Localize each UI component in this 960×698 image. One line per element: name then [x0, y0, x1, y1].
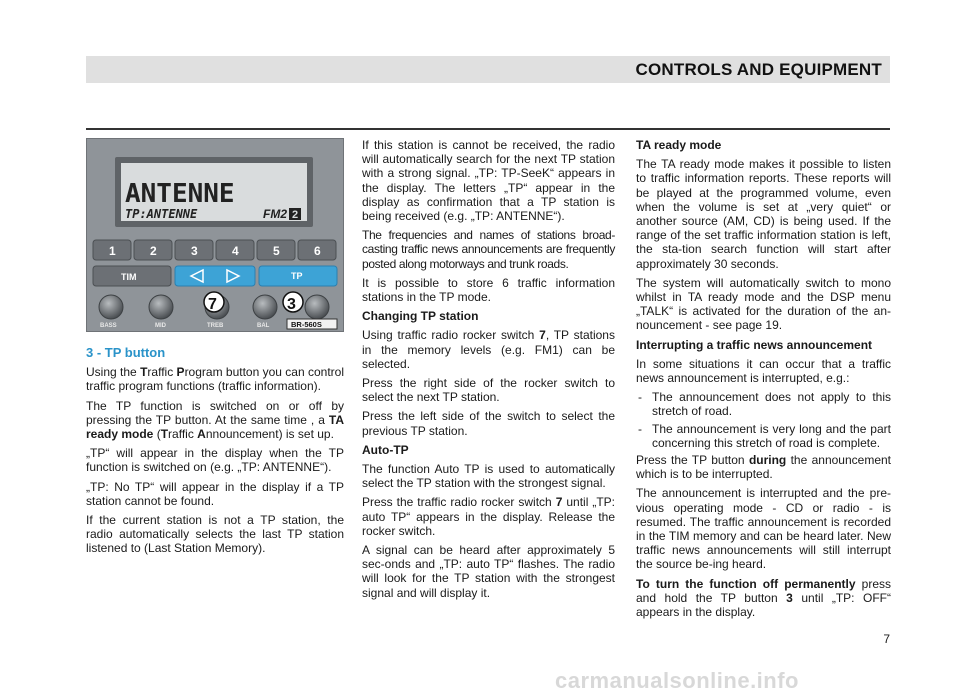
paragraph: It is possible to store 6 traffic information stations in the TP mode.: [362, 275, 615, 305]
page-title: CONTROLS AND EQUIPMENT: [635, 60, 882, 79]
paragraph: The announcement is interrupted and the pre-vious operating mode - CD or radio - is resumed. The traffic announcement is recorded in the TIM memory and can be heard later. New traffic news announcements will still interrupt the source be-ing heard.: [636, 486, 891, 572]
section-heading-tp-button: 3 - TP button: [86, 345, 166, 360]
paragraph: To turn the function off permanently press and hold the TP button 3 until „TP: OFF“ appears in the display.: [636, 576, 892, 620]
tp-label: TP: [291, 271, 303, 281]
display-line1: ANTENNE: [125, 179, 235, 209]
preset-label-1: 1: [109, 244, 116, 258]
subheading-ta-ready-mode: TA ready mode: [636, 138, 722, 152]
paragraph: Using the Traffic Program button you can control traffic program functions (traffic information).: [86, 365, 345, 394]
paragraph: Press the right side of the rocker switch to select the next TP station.: [362, 376, 615, 405]
subheading-auto-tp: Auto-TP: [362, 442, 409, 457]
paragraph: The system will automatically switch to mono whilst in TA ready mode and the DSP menu „TALK“ is activated for the duration of the an-nouncement - see page 19.: [636, 275, 891, 333]
paragraph: The TP function is switched on or off by pressing the TP button. At the same time , a TA ready mode (Traffic Announcement) is set up.: [86, 398, 344, 442]
bass-knob[interactable]: [99, 295, 123, 319]
column-2: [362, 138, 615, 605]
subheading-changing-tp-station: Changing TP station: [362, 309, 479, 324]
list-item: - The announcement is very long and the part concerning this stretch of road is complete.: [638, 421, 891, 450]
preset-label-2: 2: [150, 244, 157, 258]
list-item: - The announcement does not apply to this stretch of road.: [638, 390, 891, 419]
radio-illustration: [87, 139, 343, 331]
paragraph: The TA ready mode makes it possible to listen to traffic information reports. These reports will be played at the programmed volume, even when the volume is set at „very quiet“ or another source (AM, CD) is being used. If the range of the set traffic information station is left, the sta-tion search function will start after approximately 30 seconds.: [636, 157, 891, 271]
column-3: [636, 138, 891, 624]
paragraph: Press the left side of the switch to select the previous TP station.: [362, 409, 615, 438]
display-line2: TP:ANTENNE: [125, 207, 198, 221]
display-band: FM2: [263, 207, 287, 221]
callout-7-label: 7: [208, 296, 217, 313]
page-number: 7: [883, 632, 890, 646]
paragraph: The function Auto TP is used to automatically select the TP station with the strongest signal.: [362, 462, 615, 491]
radio-figure: [86, 138, 344, 332]
subheading-interrupting: Interrupting a traffic news announcement: [636, 337, 873, 352]
preset-label-4: 4: [232, 244, 239, 258]
column-1: [86, 346, 344, 561]
preset-label-6: 6: [314, 244, 321, 258]
watermark: carmanualsonline.info: [555, 668, 799, 693]
paragraph: „TP: No TP“ will appear in the display if a TP station cannot be found.: [86, 479, 344, 508]
mid-knob[interactable]: [149, 295, 173, 319]
header-bar: [86, 56, 890, 83]
callout-3-label: 3: [287, 296, 296, 313]
paragraph: If this station is cannot be received, the radio will automatically search for the next TP station with a strong signal. „TP: TP-SeeK“ appears in the display. The letters „TP“ appear in the display as confirmation that a TP station is being received (e.g. „TP: ANTENNE“).: [362, 138, 615, 224]
bal-knob[interactable]: [253, 295, 277, 319]
divider: [86, 128, 890, 130]
extra-knob[interactable]: [305, 295, 329, 319]
paragraph: A signal can be heard after approximately 5 sec-onds and „TP: auto TP“ flashes. The radio will look for the TP station with the strongest signal and will display it.: [362, 543, 615, 600]
paragraph: „TP“ will appear in the display when the TP function is switched on (e.g. „TP: ANTENNE“).: [86, 446, 344, 475]
paragraph: In some situations it can occur that a traffic news announcement is interrupted, e.g.:: [636, 356, 891, 386]
model-label: BR-560S: [291, 320, 322, 329]
bal-label: BAL: [257, 323, 270, 329]
bass-label: BASS: [100, 323, 117, 329]
tim-label: TIM: [121, 272, 137, 282]
tp-rocker-switch[interactable]: [175, 266, 255, 286]
treb-label: TREB: [207, 323, 224, 329]
paragraph: Press the traffic radio rocker switch 7 until „TP: auto TP“ appears in the display. Release the rocker switch.: [362, 495, 615, 538]
paragraph: The frequencies and names of stations broad-casting traffic news announcements are frequently posted along motorways and trunk roads.: [362, 228, 615, 271]
paragraph: Using traffic radio rocker switch 7, TP stations in the memory levels (e.g. FM1) can be selected.: [362, 328, 615, 371]
mid-label: MID: [155, 323, 166, 329]
preset-label-5: 5: [273, 244, 280, 258]
paragraph: If the current station is not a TP station, the radio automatically selects the last TP station listened to (Last Station Memory).: [86, 513, 344, 556]
preset-label-3: 3: [191, 244, 198, 258]
paragraph: Press the TP button during the announcement which is to be interrupted.: [636, 453, 891, 482]
display-preset: 2: [292, 209, 299, 221]
preset-buttons: [93, 240, 336, 260]
